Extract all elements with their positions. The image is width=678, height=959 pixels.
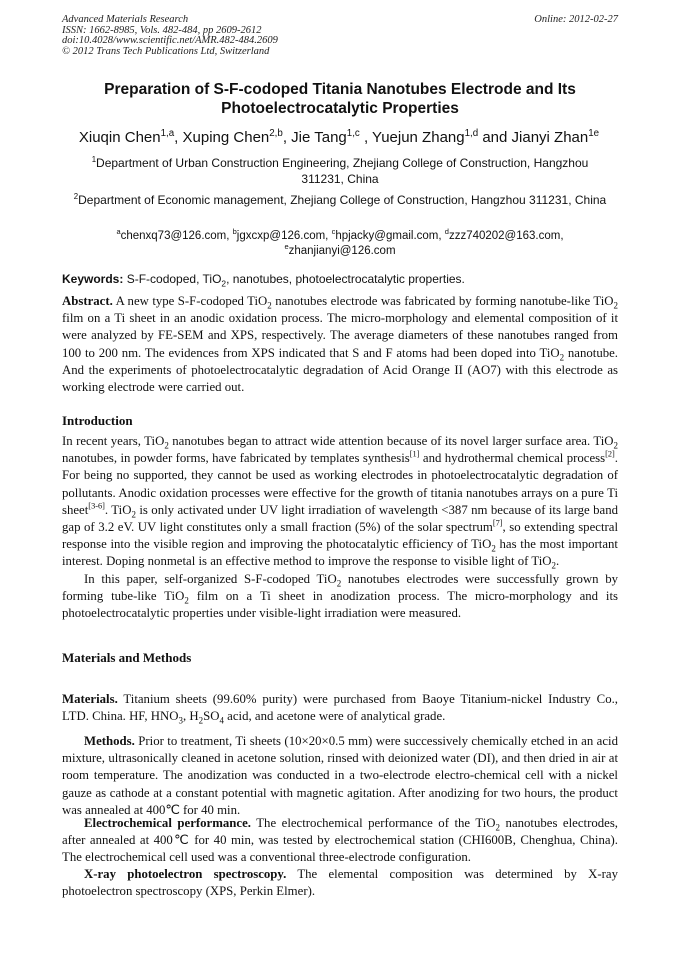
abstract: Abstract. A new type S-F-codoped TiO$_2$ nanotubes electrode was fabricated by forming nanotube-like TiO$_2$ film on a Ti sheet in an anodic oxidation process. The micro-morphology and elemental composition of it were analyzed by FE-SEM and XPS, respectively. The average diameters of these nanotubes ranged from 100 to 200 nm. The evidences from XPS indicated that S and F atoms had been doped into TiO$_2$ nanotube. And the experiments of photoelectrocatalytic degradation of Acid Orange II (AO7) with this electrode as working electrode were carried out.: [62, 294, 619, 395]
email-link[interactable]: chenxq73@126.com,: [120, 230, 233, 242]
paragraph: In this paper, self-organized S-F-codoped TiO$_2$ nanotubes electrodes were successfully grown by forming tube-like TiO$_2$ film on a Ti sheet in anodization process. The micro-morphology and its photoelectrocatalytic properties under visible-light irradiation were measured.: [62, 571, 619, 621]
author-list: Xiuqin Chen$^{1,a}$, Xuping Chen$^{2,b}$, Jie Tang$^{1,c}$ , Yuejun Zhang$^{1,d}$ and Jianyi Zhan$^{1e}$: [78, 128, 600, 146]
author: Jie Tang: [291, 129, 347, 146]
xps-paragraph: X-ray photoelectron spectroscopy. The elemental composition was determined by X-ray photoelectron spectroscopy (XPS, Perkin Elmer).: [62, 867, 618, 899]
journal-header: [62, 15, 618, 57]
copyright: © 2012 Trans Tech Publications Ltd, Switzerland: [62, 45, 270, 57]
section-heading-introduction: Introduction: [62, 413, 133, 428]
methods-paragraph: Methods. Prior to treatment, Ti sheets (10×20×0.5 mm) were successively chemically etched in an acid mixture, ultrasonically cleaned in acetone solution, rinsed with deionized water (DI), and then dried in air at room temperature. The anodization was conducted in a two-electrode electro-chemical cell with a nickel gauze as cathode at a constant potential with magnetic agitation. After anodizing for two hours, the product was annealed at 400℃ for 40 min.: [62, 734, 618, 817]
affiliation-1: $^1$Department of Urban Construction Engineering, Zhejiang College of Construction, Hangzhou 311231, China: [91, 155, 589, 186]
email-link[interactable]: jgxcxp@126.com,: [236, 230, 332, 242]
doi: doi:10.4028/www.scientific.net/AMR.482-484.2609: [62, 35, 278, 46]
electrochemical-paragraph: Electrochemical performance. The electrochemical performance of the TiO$_2$ nanotubes electrodes, after annealed at 400℃ for 40 min, was tested by electrochemical station (CHI600B, Chenghua, China). The electrochemical cell used was a conventional three-electrode configuration.: [62, 816, 619, 865]
online-date: Online: 2012-02-27: [534, 14, 618, 25]
section-heading-materials-methods: Materials and Methods: [62, 650, 192, 665]
affiliation-2: $^2$Department of Economic management, Zhejiang College of Construction, Hangzhou 311231, China: [73, 192, 607, 207]
email-link[interactable]: zhanjianyi@126.com: [288, 245, 396, 257]
paragraph: In recent years, TiO$_2$ nanotubes began to attract wide attention because of its novel larger surface area. TiO$_2$ nanotubes, in powder forms, have fabricated by templates synthesis[1] and hydrothermal chemical process[2]. For being no supported, they cannot be used as working electrodes in photoelectrocatalytic degradation of pollutants. Anodic oxidation processes were effective for the growth of titania nanotubes arrays on a pure Ti sheet[3-6]. TiO$_2$ is only activated under UV light irradiation of wavelength <387 nm because of its large band gap of 3.2 eV. UV light constitutes only a small fraction (5%) of the solar spectrum[7], so extending spectral response into the visible region and improving the photocatalytic efficiency of TiO$_2$ has the most important interest. Doping nonmetal is an effective method to improve the response to visible light of TiO$_2$.: [62, 434, 618, 571]
materials-paragraph: Materials. Titanium sheets (99.60% purity) were purchased from Baoye Titanium-nickel Industry Co., LTD. China. HF, $HNO_3$, $H_2SO_4$ acid, and acetone were of analytical grade.: [62, 692, 618, 726]
keywords: Keywords: S-F-codoped, TiO$_2$, nanotubes, photoelectrocatalytic properties.: [62, 272, 465, 289]
journal-name: Advanced Materials Research: [62, 14, 189, 25]
author: Jianyi Zhan: [511, 129, 589, 146]
paper-title: Preparation of S-F-codoped Titania Nanotubes Electrode and Its Photoelectrocatalytic Properties: [104, 81, 576, 117]
author: Xiuqin Chen: [78, 129, 161, 146]
email-list: $^a$chenxq73@126.com, $^b$jgxcxp@126.com, $^c$hpjacky@gmail.com, $^d$zzz740202@163.com, $^e$zhanjianyi@126.com: [116, 227, 564, 257]
email-link[interactable]: hpjacky@gmail.com,: [335, 230, 445, 242]
author: Yuejun Zhang: [372, 129, 465, 146]
issn: ISSN: 1662-8985, Vols. 482-484, pp 2609-2612: [62, 24, 262, 36]
email-link[interactable]: zzz740202@163.com,: [448, 230, 564, 242]
author: Xuping Chen: [182, 129, 270, 146]
introduction-body: [62, 433, 618, 622]
